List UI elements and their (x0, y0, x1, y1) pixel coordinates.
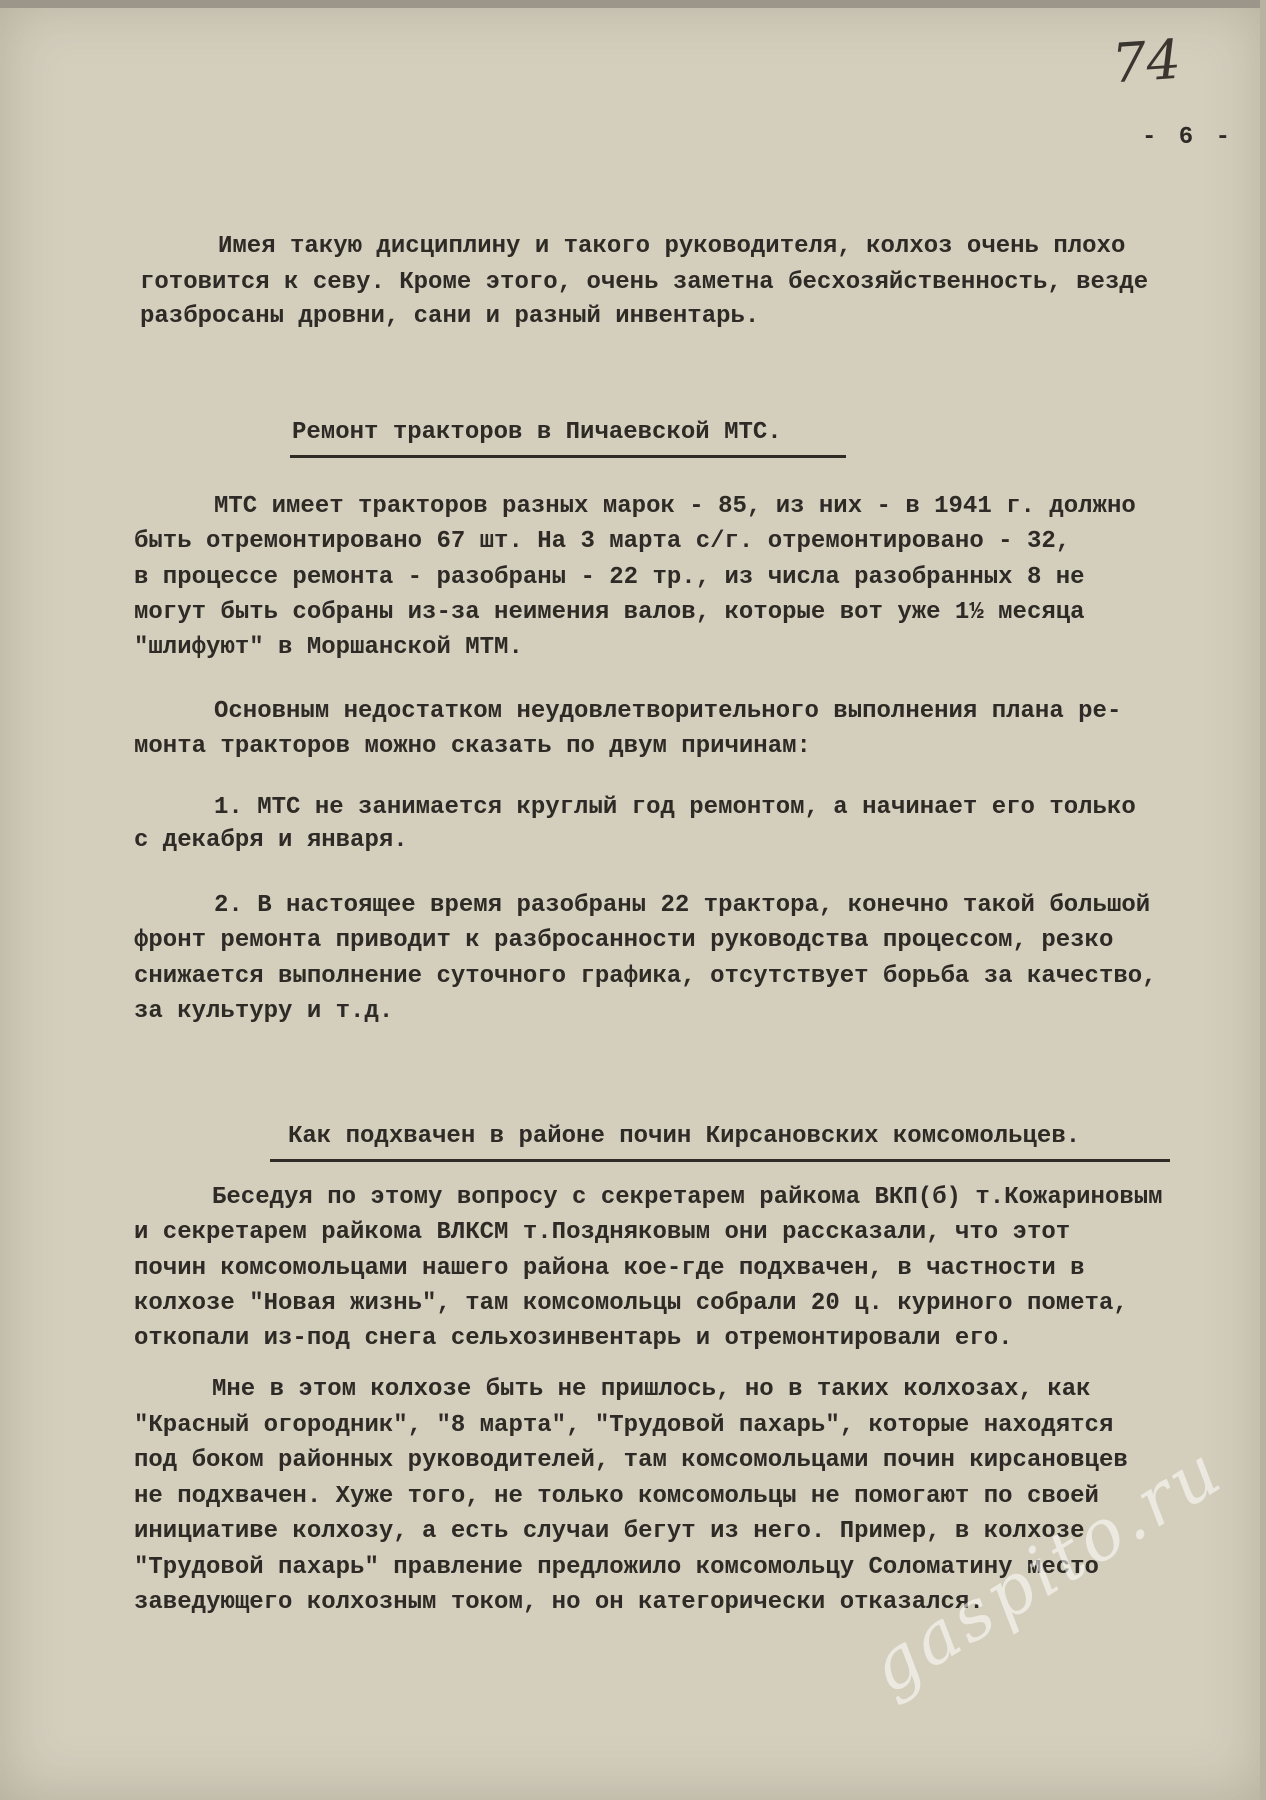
text-line: "шлифуют" в Моршанской МТМ. (134, 634, 523, 661)
archive-folio-number: 74 (1109, 27, 1183, 96)
heading-underline (290, 455, 846, 458)
text-line: "Красный огородник", "8 марта", "Трудовой пахарь", которые находятся (134, 1412, 1114, 1439)
scan-right-edge (1260, 0, 1266, 1800)
text-line: монта тракторов можно сказать по двум причинам: (134, 733, 811, 760)
heading-underline (270, 1159, 1170, 1162)
text-line: колхозе "Новая жизнь", там комсомольцы собрали 20 ц. куриного помета, (134, 1290, 1128, 1317)
text-line: инициативе колхозу, а есть случаи бегут из него. Пример, в колхозе (134, 1518, 1085, 1545)
section-heading-repair: Ремонт тракторов в Пичаевской МТС. (292, 419, 782, 446)
text-line: Мне в этом колхозе быть не пришлось, но в таких колхозах, как (212, 1376, 1091, 1403)
text-line: Беседуя по этому вопросу с секретарем райкома ВКП(б) т.Кожариновым (212, 1184, 1163, 1211)
list-item-1: 1. МТС не занимается круглый год ремонтом, а начинает его только (214, 794, 1136, 821)
watermark: gaspito.ru (855, 1428, 1238, 1710)
text-line: откопали из-под снега сельхозинвентарь и отремонтировали его. (134, 1325, 1013, 1352)
text-line: и секретарем райкома ВЛКСМ т.Поздняковым они рассказали, что этот (134, 1219, 1071, 1246)
text-line: не подхвачен. Хуже того, не только комсомольцы не помогают по своей (134, 1483, 1099, 1510)
text-line: под боком районных руководителей, там комсомольцами почин кирсановцев (134, 1447, 1128, 1474)
text-line: готовится к севу. Кроме этого, очень заметна бесхозяйственность, везде (140, 269, 1149, 296)
list-item-2-cont: снижается выполнение суточного графика, отсутствует борьба за качество, (134, 963, 1157, 990)
text-line: Имея такую дисциплину и такого руководителя, колхоз очень плохо (218, 233, 1126, 260)
text-line: "Трудовой пахарь" правление предложило комсомольцу Соломатину место (134, 1554, 1099, 1581)
page-number: - 6 - (1142, 124, 1235, 151)
list-item-2-cont: фронт ремонта приводит к разбросанности руководства процессом, резко (134, 927, 1114, 954)
section-heading-initiative: Как подхвачен в районе почин Кирсановских комсомольцев. (288, 1123, 1081, 1150)
text-line: разбросаны дровни, сани и разный инвентарь. (140, 303, 760, 330)
list-item-1-cont: с декабря и января. (134, 827, 408, 854)
list-item-2-cont: за культуру и т.д. (134, 998, 394, 1025)
text-line: могут быть собраны из-за неимения валов, которые вот уже 1½ месяца (134, 599, 1085, 626)
text-line: Основным недостатком неудовлетворительного выполнения плана ре- (214, 698, 1122, 725)
text-line: заведующего колхозным током, но он категорически отказался. (134, 1589, 984, 1616)
text-line: быть отремонтировано 67 шт. На 3 марта с/г. отремонтировано - 32, (134, 528, 1071, 555)
list-item-2: 2. В настоящее время разобраны 22 трактора, конечно такой большой (214, 892, 1151, 919)
text-line: МТС имеет тракторов разных марок - 85, из них - в 1941 г. должно (214, 493, 1136, 520)
text-line: в процессе ремонта - разобраны - 22 тр., из числа разобранных 8 не (134, 564, 1085, 591)
text-line: почин комсомольцами нашего района кое-где подхвачен, в частности в (134, 1255, 1085, 1282)
scan-top-edge (0, 0, 1266, 8)
